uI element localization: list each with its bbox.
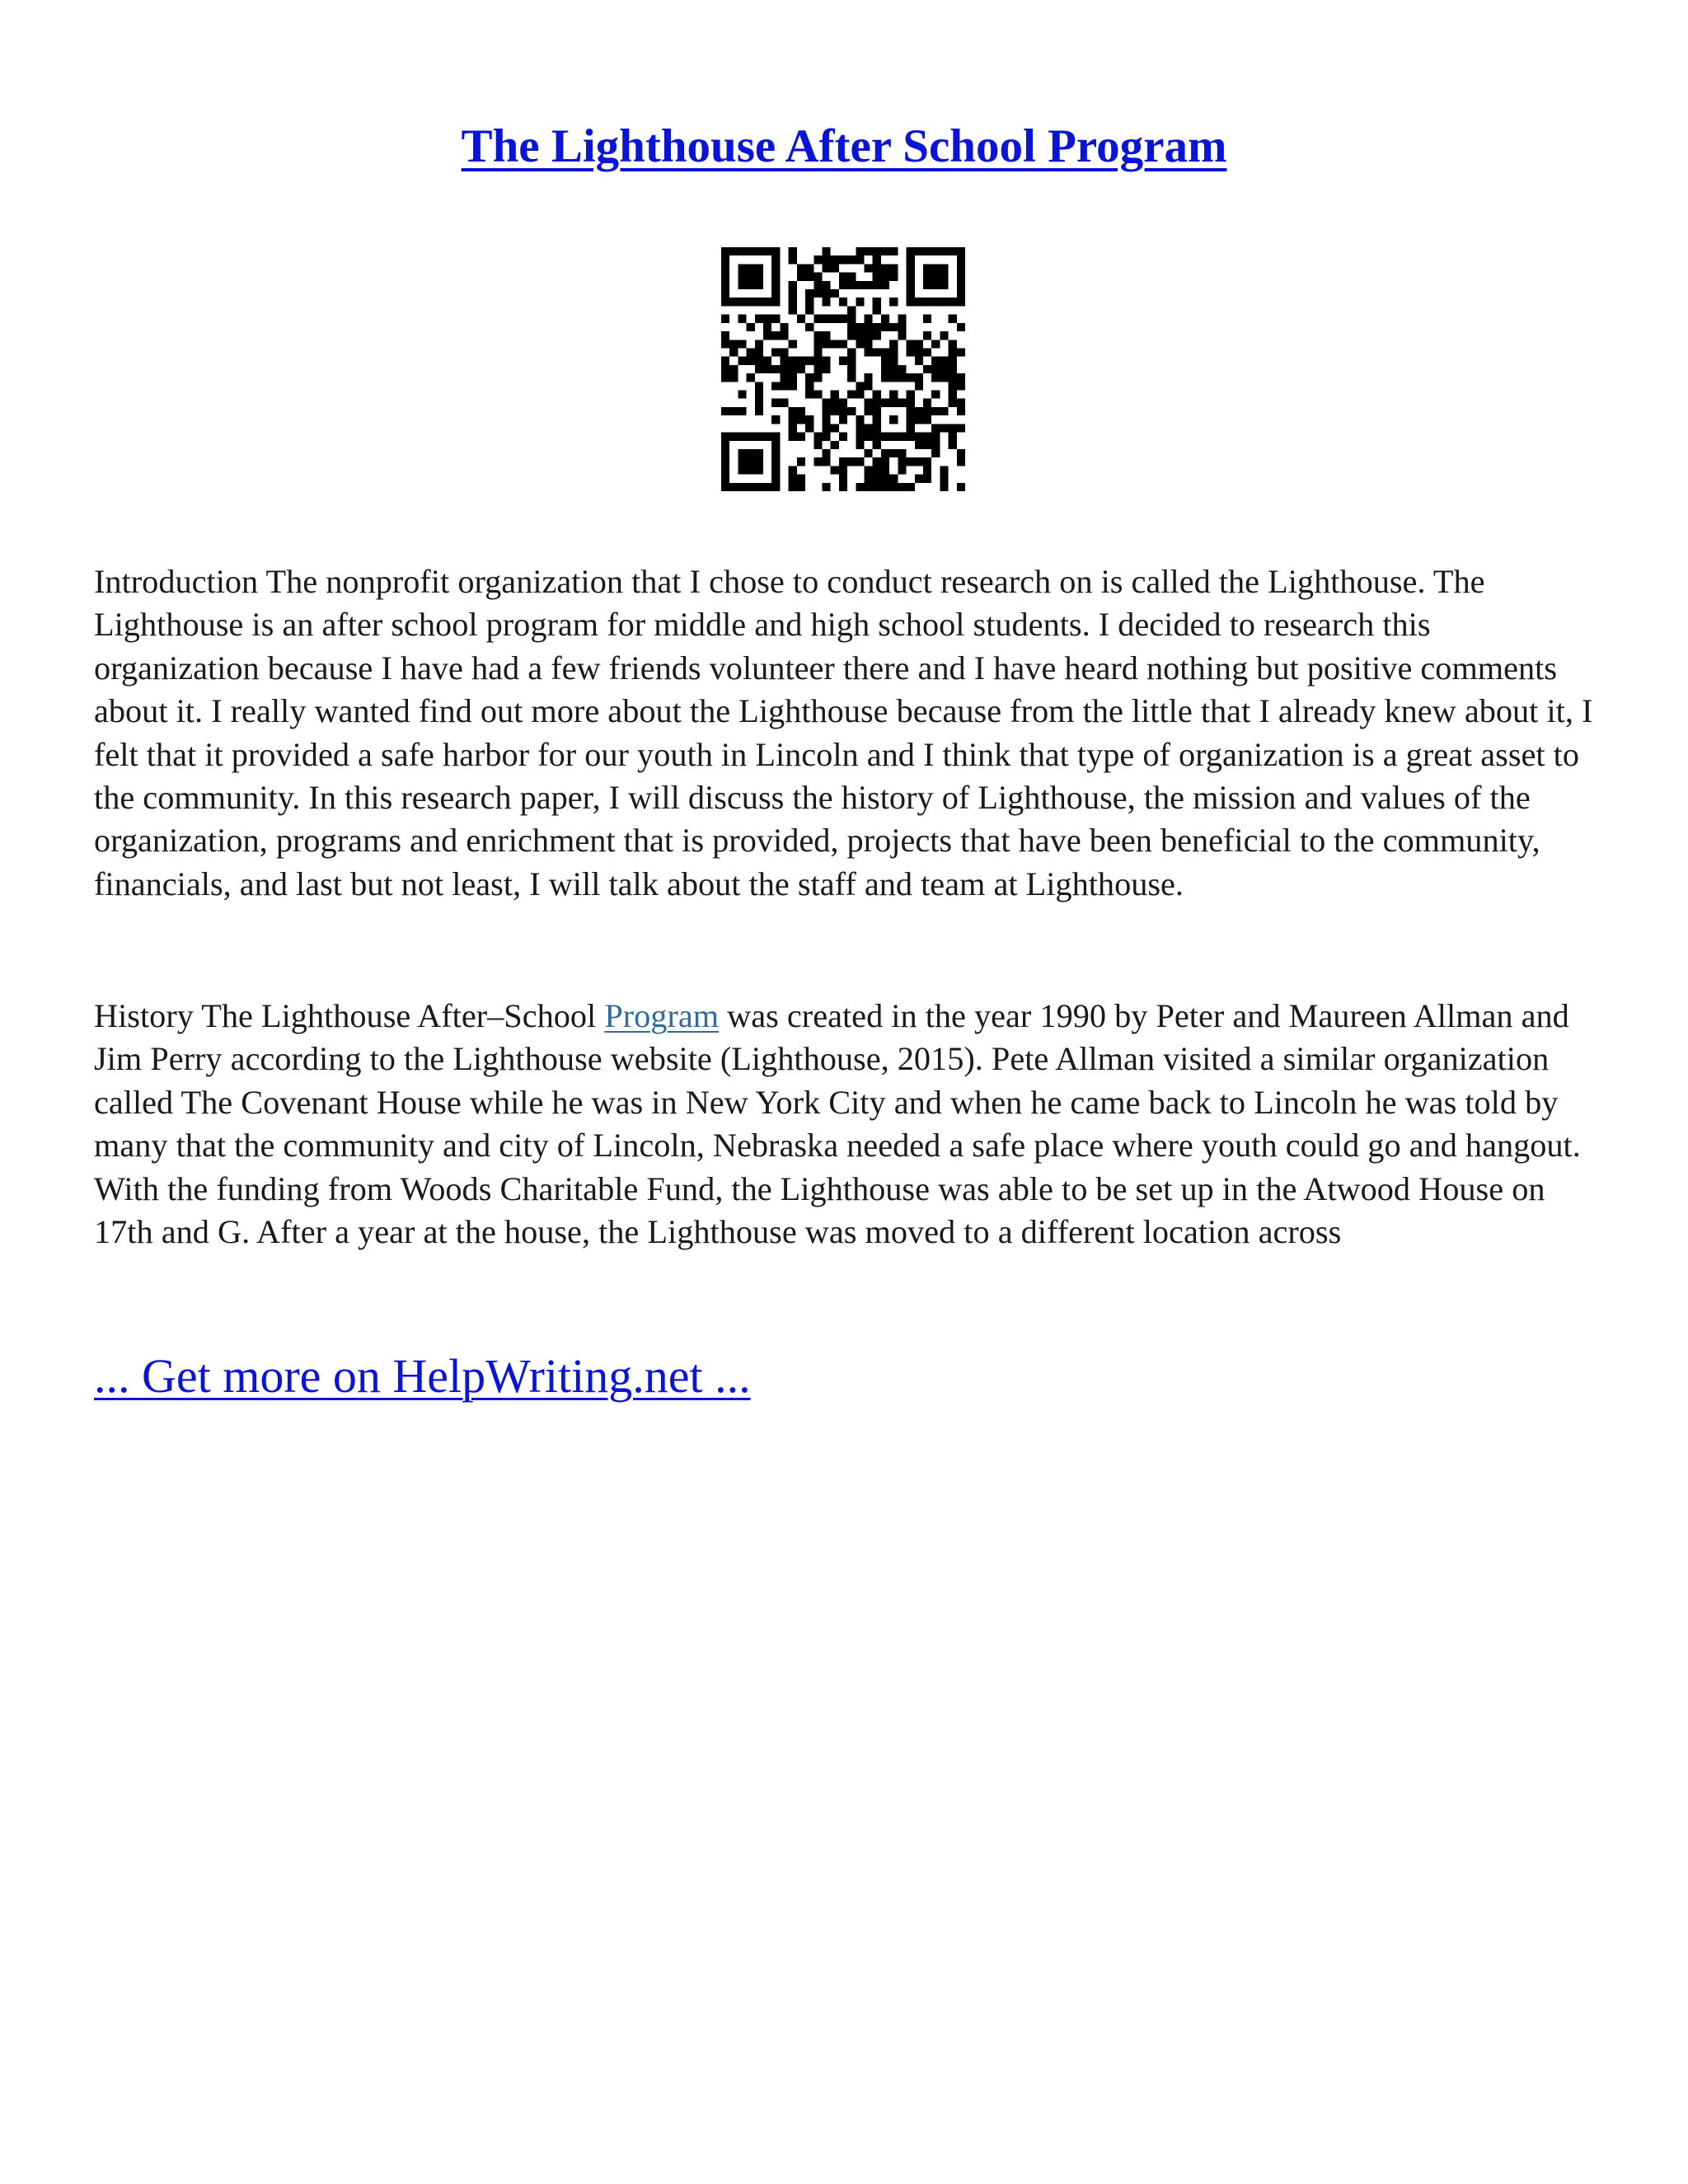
page-title [0, 114, 1688, 180]
history-text-end: was created in the year 1990 by Peter and Maureen Allman and Jim Perry according to the Lighthouse website (Lighthouse, 2015). Pete Allman visited a similar organization called The Covenant House while he was in New York City and when he came back to Lincoln he was told by many that the community and city of Lincoln, Nebraska needed a safe place where youth could go and hangout. With the funding from Woods Charitable Fund, the Lighthouse was able to be set up in the Atwood House on 17th and G. After a year at the house, the Lighthouse was moved to a different location across [94, 997, 1581, 1251]
qr-code-image [721, 247, 965, 491]
intro-paragraph: Introduction The nonprofit organization that I chose to conduct research on is called the Lighthouse. The Lighthouse is an after school program for middle and high school students. I decided to research this organization because I have had a few friends volunteer there and I have heard nothing but positive comments about it. I really wanted find out more about the Lighthouse because from the little that I already knew about it, I felt that it provided a safe harbor for our youth in Lincoln and I think that type of organization is a great asset to the community. In this research paper, I will discuss the history of Lighthouse, the mission and values of the organization, programs and enrichment that is provided, projects that have been beneficial to the community, financials, and last but not least, I will talk about the staff and team at Lighthouse. [94, 563, 1593, 902]
get-more-link[interactable]: ... Get more on HelpWriting.net ... [94, 1349, 751, 1403]
history-text-start: History The Lighthouse After–School [94, 997, 605, 1034]
history-paragraph [94, 995, 1602, 1254]
title-link[interactable]: The Lighthouse After School Program [461, 120, 1227, 172]
program-link[interactable]: Program [604, 997, 720, 1034]
get-more-paragraph [94, 1343, 751, 1409]
